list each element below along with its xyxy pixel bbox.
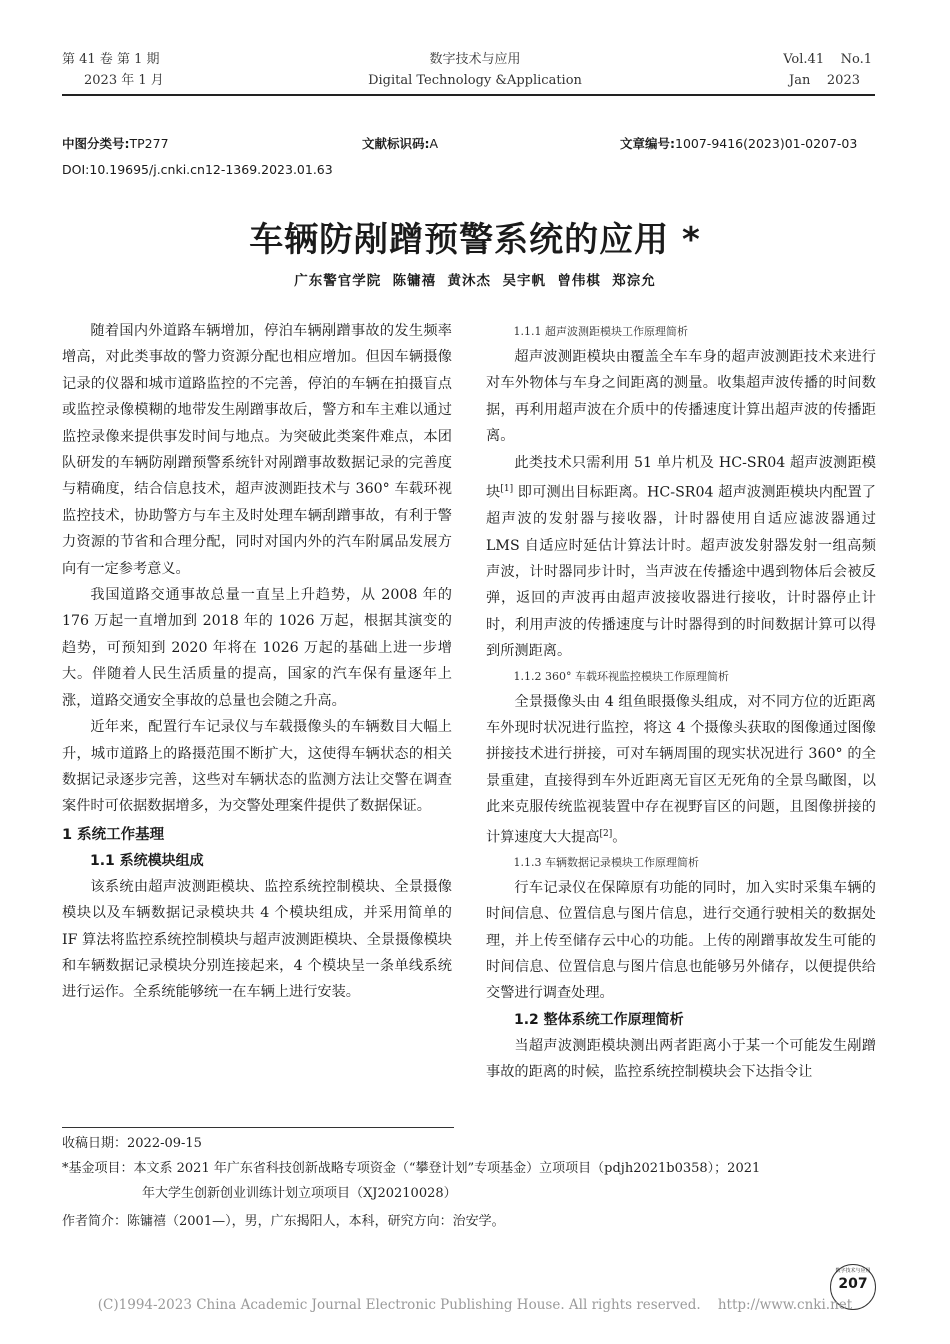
section-heading-1-1-1: 1.1.1 超声波测距模块工作原理简析 (513, 325, 688, 338)
right-column (486, 320, 876, 1086)
ultrasonic-paragraph-2: 此类技术只需利用 51 单片机及 HC-SR04 超声波测距模块[1] 即可测出目标距离。HC-SR04 超声波测距模块内配置了超声波的发射器与接收器，计时器使用自适应滤波器通过 LMS 自适应时延估计算法计时。超声波发射器发射一组高频声波，计时器同步计时，当声波在传播途中遇到物体后会被反弹，返回的声波再由超声波接收器进行接收，计时器停止计时，利用声波的传播速度与计时器得到的时间数据计算可以得到所测距离。 (486, 454, 876, 660)
surround-view-paragraph: 全景摄像头由 4 组鱼眼摄像头组成，对不同方位的近距离车外现时状况进行监控，将这 4 个摄像头获取的图像通过图像拼接技术进行拼接，可对车辆周围的现实状况进行 360° 的全景重建，直接得到车外近距离无盲区无死角的全景鸟瞰图，以此来克服传统监视装置中存在视野盲区的问题，且图像拼接的计算速度大大提高[2]。 (486, 693, 876, 846)
section-heading-1-1-2: 1.1.2 360° 车载环视监控模块工作原理简析 (513, 669, 729, 683)
footnote-received-date: 收稿日期：2022-09-15 (62, 1136, 202, 1151)
page-number: 207 (838, 1276, 868, 1292)
clc-number: 中图分类号:TP277 (62, 136, 169, 151)
reference-1[interactable]: [1] (500, 484, 514, 495)
section-heading-1-1-3: 1.1.3 车辆数据记录模块工作原理简析 (513, 855, 699, 869)
article-number: 文章编号:1007-9416(2023)01-0207-03 (620, 136, 858, 151)
footnote-fund-line-1: *基金项目：本文系 2021 年广东省科技创新战略专项资金（“攀登计划”专项基金）立项项目（pdjh2021b0358）；2021 (62, 1161, 761, 1176)
copyright-notice: (C)1994-2023 China Academic Journal Electronic Publishing House. All rights reserved. http://www.cnki.net (97, 1297, 853, 1313)
reference-2[interactable]: [2] (599, 828, 613, 839)
ultrasonic-paragraph-1: 超声波测距模块由覆盖全车车身的超声波测距技术来进行对车外物体与车身之间距离的测量。收集超声波传播的时间数据，再利用超声波在介质中的传播速度计算出超声波的传播距离。 (486, 349, 876, 445)
doi: DOI:10.19695/j.cnki.cn12-1369.2023.01.63 (62, 162, 333, 177)
badge-journal-name: 数字技术与应用 (835, 1268, 871, 1274)
section-heading-1: 1 系统工作基理 (62, 826, 165, 843)
header-volume-cn: 第 41 卷 第 1 期 (62, 52, 160, 67)
intro-paragraph-1: 随着国内外道路车辆增加，停泊车辆剐蹭事故的发生频率增高，对此类事故的警力资源分配也相应增加。但因车辆摄像记录的仪器和城市道路监控的不完善，停泊的车辆在拍摄盲点或监控录像模糊的地带发生剐蹭事故后，警方和车主难以通过监控录像来提供事发时间与地点。为突破此类案件难点，本团队研发的车辆防剐蹭预警系统针对剐蹭事故数据记录的完善度与精确度，结合信息技术，超声波测距技术与 360° 车载环视监控技术，协助警方与车主及时处理车辆刮蹭事故，有利于警力资源的节省和合理分配，同时对国内外的汽车附属品发展方向有一定参考意义。 (62, 323, 452, 577)
header-date-en: Jan 2023 (789, 73, 860, 88)
footnote-author-bio: 作者简介：陈镛禧（2001—），男，广东揭阳人，本科，研究方向：治安学。 (62, 1214, 505, 1229)
footnote-rule (62, 1127, 454, 1128)
header-journal-cn: 数字技术与应用 (429, 52, 521, 67)
header-journal-en: Digital Technology &Application (368, 73, 582, 88)
overall-principle-paragraph: 当超声波测距模块测出两者距离小于某一个可能发生剐蹭事故的距离的时候，监控系统控制模块会下达指令让 (486, 1037, 876, 1081)
header-rule (62, 94, 875, 96)
section-heading-1-1: 1.1 系统模块组成 (90, 852, 204, 869)
data-recorder-paragraph: 行车记录仪在保障原有功能的同时，加入实时采集车辆的时间信息、位置信息与图片信息，进行交通行驶相关的数据处理，并上传至储存云中心的功能。上传的剐蹭事故发生可能的时间信息、位置信息与图片信息也能够另外储存，以便提供给交警进行调查处理。 (486, 879, 876, 1002)
header-date-cn: 2023 年 1 月 (84, 73, 164, 88)
document-code: 文献标识码:A (362, 136, 439, 151)
left-column (62, 318, 452, 1006)
footnote-fund-line-2: 年大学生创新创业训练计划立项项目（XJ20210028） (142, 1186, 457, 1201)
intro-paragraph-2: 我国道路交通事故总量一直呈上升趋势，从 2008 年的 176 万起一直增加到 2018 年的 1026 万起，根据其演变的趋势，可预知到 2020 年将在 1026 万起的基础上进一步增大。伴随着人民生活质量的提高，国家的汽车保有量逐年上涨，道路交通安全事故的总量也会随之升高。 (62, 587, 452, 709)
header-volume-en: Vol.41 No.1 (783, 52, 872, 67)
article-title: 车辆防剐蹭预警系统的应用 * (249, 220, 701, 260)
intro-paragraph-3: 近年来，配置行车记录仪与车载摄像头的车辆数目大幅上升，城市道路上的路摄范围不断扩大，这使得车辆状态的相关数据记录逐步完善，这些对车辆状态的监测方法让交警在调查案件时可依据数据增多，为交警处理案件提供了数据保证。 (62, 719, 452, 815)
section-1-1-paragraph: 该系统由超声波测距模块、监控系统控制模块、全景摄像模块以及车辆数据记录模块共 4 个模块组成，并采用简单的 IF 算法将监控系统控制模块与超声波测距模块、全景摄像模块和车辆数据记录模块分别连接起来，4 个模块呈一条单线系统进行运作。全系统能够统一在车辆上进行安装。 (62, 878, 452, 1001)
article-authors: 广东警官学院 陈镛禧 黄沐杰 吴宇帆 曾伟棋 郑淙允 (294, 273, 656, 289)
section-heading-1-2: 1.2 整体系统工作原理简析 (514, 1011, 684, 1028)
